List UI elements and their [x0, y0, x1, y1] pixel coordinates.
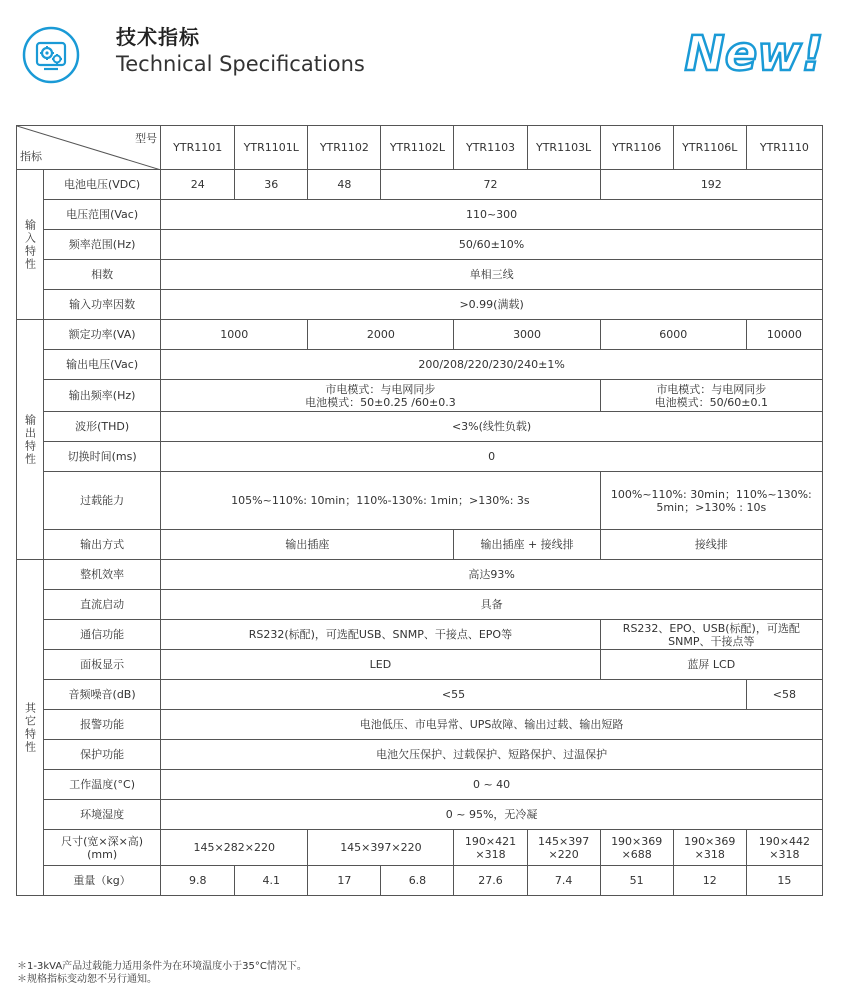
cell-line: 190×421: [464, 834, 517, 848]
table-row: [17, 620, 823, 650]
row-label: 额定功率(VA): [44, 320, 161, 350]
cell: 200/208/220/230/240±1%: [161, 350, 823, 380]
corner-cell: [17, 126, 161, 170]
row-label: 输出方式: [44, 530, 161, 560]
page-header: [0, 0, 846, 110]
row-label: 音频噪音(dB): [44, 680, 161, 710]
group-output: 输出特性: [17, 320, 44, 560]
cell-line: ×318: [694, 847, 725, 861]
cell: [161, 380, 600, 412]
model-header: YTR1102: [308, 126, 381, 170]
cell-line: 电池模式：50±0.25 /60±0.3: [305, 395, 456, 409]
cell: 蓝屏 LCD: [600, 650, 822, 680]
cell: [600, 380, 822, 412]
cell: 7.4: [527, 866, 600, 896]
row-label: 相数: [44, 260, 161, 290]
corner-index-label: 指标: [20, 150, 42, 163]
row-label: 输出频率(Hz): [44, 380, 161, 412]
cell: LED: [161, 650, 600, 680]
table-row: [17, 590, 823, 620]
cell: 145×397×220: [308, 830, 454, 866]
cell: 3000: [454, 320, 600, 350]
cell: 电池低压、市电异常、UPS故障、输出过载、输出短路: [161, 710, 823, 740]
gear-settings-icon: [22, 26, 80, 84]
cell-line: ×688: [621, 847, 652, 861]
row-label: 环境湿度: [44, 800, 161, 830]
row-label: 电池电压(VDC): [44, 170, 161, 200]
page-title-en: Technical Specifications: [116, 52, 365, 76]
cell-line: 市电模式：与电网同步: [656, 382, 767, 396]
table-row: [17, 710, 823, 740]
cell: 2000: [308, 320, 454, 350]
table-row: [17, 800, 823, 830]
row-label: [44, 830, 161, 866]
cell: 12: [673, 866, 746, 896]
cell: [527, 830, 600, 866]
cell-line: 190×369: [611, 834, 663, 848]
row-label: 波形(THD): [44, 412, 161, 442]
header-row: [17, 126, 823, 170]
table-row: [17, 260, 823, 290]
group-other: 其它特性: [17, 560, 44, 896]
cell: RS232(标配)，可选配USB、SNMP、干接点、EPO等: [161, 620, 600, 650]
table-row: [17, 866, 823, 896]
cell: 接线排: [600, 530, 822, 560]
cell: 24: [161, 170, 235, 200]
row-label: 重量（kg）: [44, 866, 161, 896]
table-row: [17, 350, 823, 380]
table-row: [17, 380, 823, 412]
footnotes: [17, 960, 307, 986]
cell-line: 190×442: [758, 834, 810, 848]
cell: 27.6: [454, 866, 527, 896]
table-row: [17, 680, 823, 710]
cell: [600, 830, 673, 866]
page-title-cn: 技术指标: [116, 25, 200, 49]
cell: <3%(线性负载): [161, 412, 823, 442]
model-header: YTR1103L: [527, 126, 600, 170]
cell: 9.8: [161, 866, 235, 896]
cell: 输出插座: [161, 530, 454, 560]
spec-table: [16, 125, 823, 896]
cell: <55: [161, 680, 747, 710]
cell-line: 190×369: [684, 834, 736, 848]
row-label: 直流启动: [44, 590, 161, 620]
cell: 6.8: [381, 866, 454, 896]
model-header: YTR1101: [161, 126, 235, 170]
row-label: 输入功率因数: [44, 290, 161, 320]
cell: 电池欠压保护、过载保护、短路保护、过温保护: [161, 740, 823, 770]
cell: 高达93%: [161, 560, 823, 590]
table-row: [17, 290, 823, 320]
footnote: ＊1-3kVA产品过载能力适用条件为在环境温度小于35°C情况下。: [17, 961, 307, 972]
cell: 51: [600, 866, 673, 896]
cell-line: ×220: [548, 847, 579, 861]
model-header: YTR1102L: [381, 126, 454, 170]
cell: 具备: [161, 590, 823, 620]
cell: 0: [161, 442, 823, 472]
cell: 10000: [746, 320, 822, 350]
table-row: [17, 530, 823, 560]
row-label: 工作温度(°C): [44, 770, 161, 800]
model-header: YTR1106: [600, 126, 673, 170]
cell: 100%~110%: 30min；110%~130%: 5min；>130% : 10s: [600, 472, 822, 530]
new-badge-text: New!: [684, 26, 824, 82]
row-label: 过载能力: [44, 472, 161, 530]
cell: [454, 830, 527, 866]
cell: 145×282×220: [161, 830, 308, 866]
cell: 单相三线: [161, 260, 823, 290]
model-header: YTR1110: [746, 126, 822, 170]
cell-line: ×318: [475, 847, 506, 861]
row-label: 整机效率: [44, 560, 161, 590]
cell-line: 145×397: [537, 834, 590, 848]
table-row: [17, 770, 823, 800]
table-row: [17, 560, 823, 590]
table-row: [17, 320, 823, 350]
row-label: 面板显示: [44, 650, 161, 680]
model-header: YTR1103: [454, 126, 527, 170]
row-label: 切换时间(ms): [44, 442, 161, 472]
cell: 192: [600, 170, 822, 200]
cell: 6000: [600, 320, 746, 350]
cell: 0 ~ 40: [161, 770, 823, 800]
new-badge: [684, 18, 824, 88]
cell: <58: [746, 680, 822, 710]
cell-line: 电池模式：50/60±0.1: [654, 395, 769, 409]
corner-model-label: 型号: [135, 132, 158, 145]
cell: 110~300: [161, 200, 823, 230]
cell: [673, 830, 746, 866]
cell: 48: [308, 170, 381, 200]
group-input: 输入特性: [17, 170, 44, 320]
row-label: 保护功能: [44, 740, 161, 770]
row-label: 报警功能: [44, 710, 161, 740]
cell: 72: [381, 170, 600, 200]
row-label: 频率范围(Hz): [44, 230, 161, 260]
table-row: [17, 830, 823, 866]
cell: 4.1: [235, 866, 308, 896]
cell-line: (mm): [87, 847, 118, 861]
table-row: [17, 170, 823, 200]
table-row: [17, 200, 823, 230]
cell: RS232、EPO、USB(标配)，可选配 SNMP、干接点等: [600, 620, 822, 650]
row-label: 输出电压(Vac): [44, 350, 161, 380]
cell: 17: [308, 866, 381, 896]
cell: 36: [235, 170, 308, 200]
row-label: 电压范围(Vac): [44, 200, 161, 230]
cell: >0.99(满载): [161, 290, 823, 320]
cell: [746, 830, 822, 866]
cell: 105%~110%: 10min；110%-130%: 1min；>130%: 3s: [161, 472, 600, 530]
cell: 15: [746, 866, 822, 896]
table-row: [17, 740, 823, 770]
cell-line: ×318: [769, 847, 800, 861]
table-row: [17, 230, 823, 260]
footnote: ＊规格指标变动恕不另行通知。: [17, 974, 157, 985]
cell: 1000: [161, 320, 308, 350]
row-label: 通信功能: [44, 620, 161, 650]
table-row: [17, 650, 823, 680]
table-row: [17, 472, 823, 530]
model-header: YTR1101L: [235, 126, 308, 170]
cell-line: 尺寸(宽×深×高): [61, 834, 144, 848]
cell: 0 ~ 95%，无冷凝: [161, 800, 823, 830]
table-row: [17, 412, 823, 442]
cell: 50/60±10%: [161, 230, 823, 260]
cell: 输出插座 + 接线排: [454, 530, 600, 560]
model-header: YTR1106L: [673, 126, 746, 170]
table-row: [17, 442, 823, 472]
cell-line: 市电模式：与电网同步: [325, 382, 436, 396]
